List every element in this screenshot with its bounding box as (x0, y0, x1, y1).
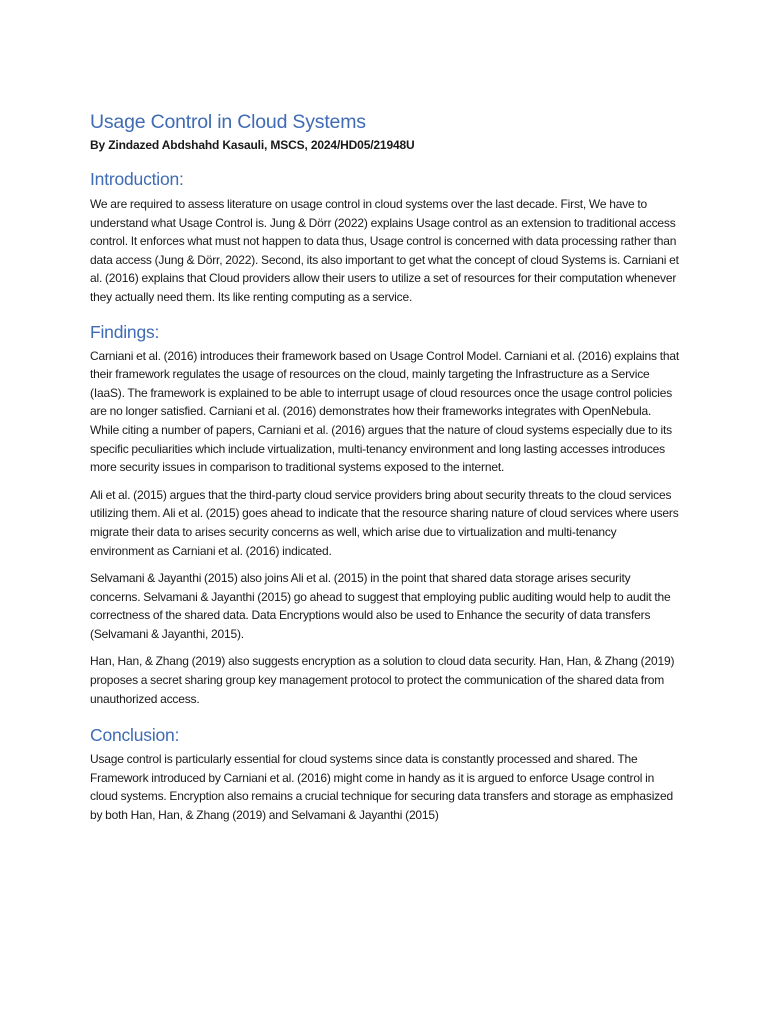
introduction-paragraph: We are required to assess literature on usage control in cloud systems over the last decade. First, We have to understand what Usage Control is. Jung & Dörr (2022) explains Usage control as an extension to traditional access control. It enforces what must not happen to data thus, Usage control is concerned with data processing rather than data access (Jung & Dörr, 2022). Second, its also important to get what the concept of cloud Systems is. Carniani et al. (2016) explains that Cloud providers allow their users to utilize a set of resources for their computation whenever they actually need them. Its like renting computing as a service. (90, 197, 679, 304)
findings-paragraph-1: Carniani et al. (2016) introduces their framework based on Usage Control Model. Carniani et al. (2016) explains that their framework regulates the usage of resources on the cloud, mainly targeting the Infrastructure as a Service (IaaS). The framework is explained to be able to interrupt usage of cloud resources once the usage control policies are no longer satisfied. Carniani et al. (2016) demonstrates how their frameworks integrates with OpenNebula. While citing a number of papers, Carniani et al. (2016) argues that the nature of cloud systems especially due to its specific peculiarities which include virtualization, multi-tenancy environment and long lasting accesses introduces more security issues in comparison to traditional systems exposed to the internet. (90, 348, 680, 475)
findings-paragraph-2: Ali et al. (2015) argues that the third-party cloud service providers bring about security threats to the cloud services utilizing them. Ali et al. (2015) goes ahead to indicate that the resource sharing nature of cloud services where users migrate their data to arises security concerns as well, which arise due to virtualization and multi-tenancy environment as Carniani et al. (2016) indicated. (90, 487, 679, 558)
conclusion-paragraph: Usage control is particularly essential for cloud systems since data is constantly processed and shared. The Framework introduced by Carniani et al. (2016) might come in handy as it is argued to enforce Usage control in cloud systems. Encryption also remains a crucial technique for securing data transfers and storage as emphasized by both Han, Han, & Zhang (2019) and Selvamani & Jayanthi (2015) (90, 752, 673, 823)
findings-paragraph-3: Selvamani & Jayanthi (2015) also joins Ali et al. (2015) in the point that shared data storage arises security concerns. Selvamani & Jayanthi (2015) go ahead to suggest that employing public auditing would help to audit the correctness of the shared data. Data Encryptions would also be used to Enhance the security of data transfers (Selvamani & Jayanthi, 2015). (90, 571, 671, 641)
findings-heading: Findings: (90, 321, 160, 342)
document-title: Usage Control in Cloud Systems (90, 111, 366, 133)
findings-paragraph-4: Han, Han, & Zhang (2019) also suggests encryption as a solution to cloud data security. Han, Han, & Zhang (2019) proposes a secret sharing group key management protocol to protect the communication of the shared data from unauthorized access. (90, 654, 675, 706)
document-page (90, 108, 680, 825)
conclusion-heading: Conclusion: (90, 725, 180, 746)
author-byline: By Zindazed Abdshahd Kasauli, MSCS, 2024/HD05/21948U (90, 138, 415, 152)
introduction-heading: Introduction: (90, 169, 184, 189)
